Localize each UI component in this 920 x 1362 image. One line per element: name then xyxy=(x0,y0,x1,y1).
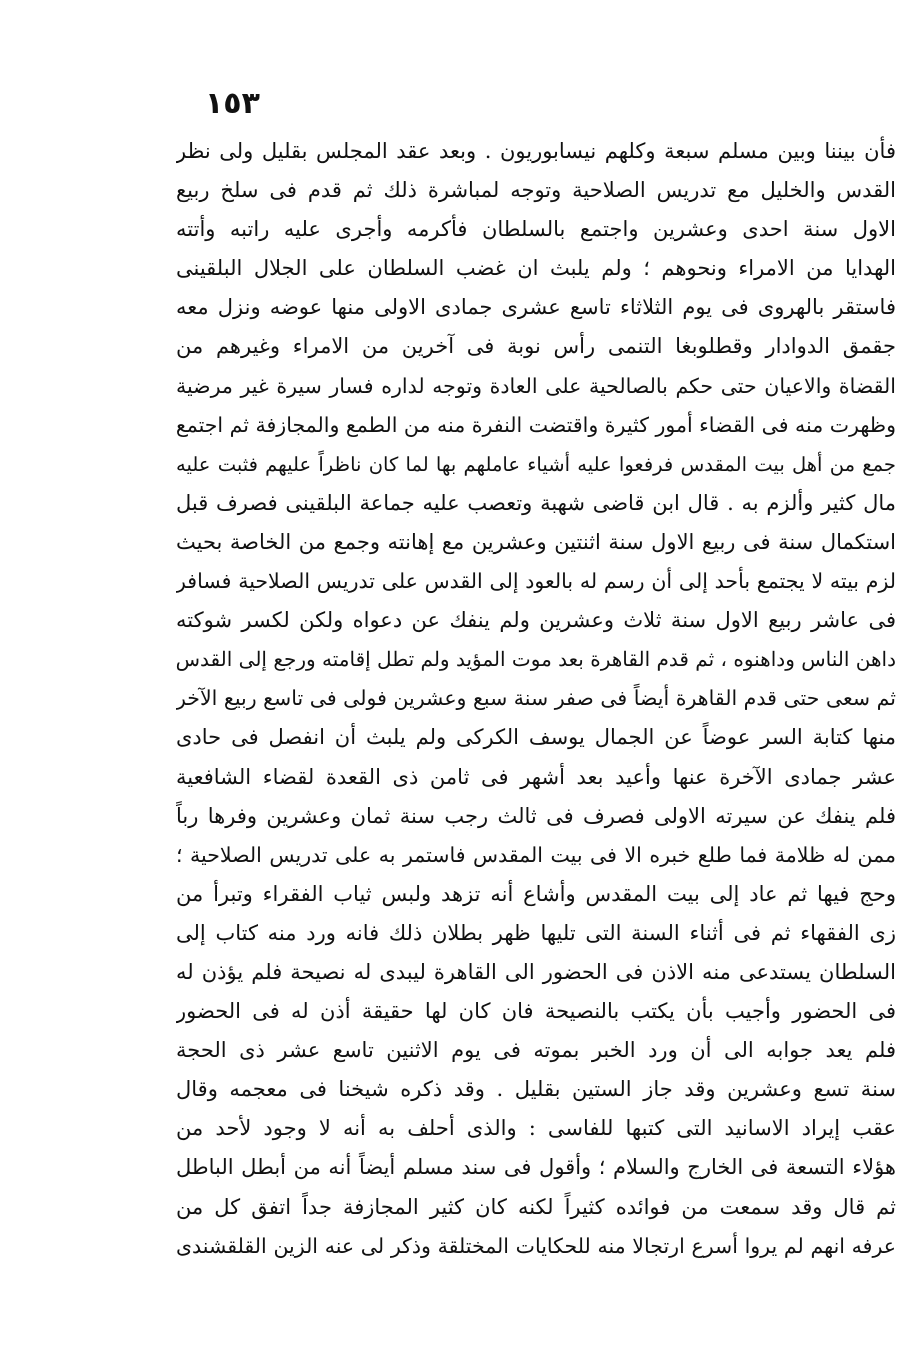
text-line: زى الفقهاء ثم فى أثناء السنة التى تليها ظهر بطلان ذلك فانه ورد منه كتاب إلى xyxy=(176,920,896,945)
text-line: ثم سعى حتى قدم القاهرة أيضاً فى صفر سنة سبع وعشرين فولى فى تاسع ربيع الآخر xyxy=(176,686,896,711)
text-line: ممن له ظلامة فما طلع خبره الا فى بيت المقدس فاستمر به على تدريس الصلاحية ؛ xyxy=(176,842,896,867)
text-line: وحج فيها ثم عاد إلى بيت المقدس وأشاع أنه تزهد ولبس ثياب الفقراء وتبرأ من xyxy=(176,881,896,906)
text-line: عرفه انهم لم يروا أسرع ارتجالا منه للحكايات المختلقة وذكر لى عنه الزين القلقشندى xyxy=(176,1233,896,1258)
text-line: فى عاشر ربيع الاول سنة ثلاث وعشرين ولم ينفك عن دعواه ولكن لكسر شوكته xyxy=(176,608,896,633)
text-line: جمع من أهل بيت المقدس فرفعوا عليه أشياء عاملهم بها لما كان ناظراً عليهم فثبت عليه xyxy=(176,452,896,476)
text-line: فاستقر بالهروى فى يوم الثلاثاء تاسع عشرى جمادى الاولى منها عوضه ونزل معه xyxy=(176,295,896,320)
text-line: القدس والخليل مع تدريس الصلاحية وتوجه لمباشرة ذلك ثم قدم فى سلخ ربيع xyxy=(176,178,896,203)
text-line: فى الحضور وأجيب بأن يكتب بالنصيحة فان كان لها حقيقة أذن له فى الحضور xyxy=(176,999,896,1024)
text-line: عشر جمادى الآخرة عنها وأعيد بعد أشهر فى ثامن ذى القعدة لقضاء الشافعية xyxy=(176,764,896,789)
text-line: الاول سنة احدى وعشرين واجتمع بالسلطان فأكرمه وأجرى عليه راتبه وأتته xyxy=(176,217,896,242)
text-line: جقمق الدوادار وقطلوبغا التنمى رأس نوبة فى آخرين من الامراء وغيرهم من xyxy=(176,334,896,359)
text-line: القضاة والاعيان حتى حكم بالصالحية على العادة وتوجه لداره فسار سيرة غير مرضية xyxy=(176,373,896,398)
text-line: هؤلاء التسعة فى الخارج والسلام ؛ وأقول فى سند مسلم أيضاً أنه من أبطل الباطل xyxy=(176,1155,896,1180)
text-line: وظهرت منه فى القضاء أمور كثيرة واقتضت النفرة منه من الطمع والمجازفة ثم اجتمع xyxy=(176,412,896,437)
text-line: فلم يعد جوابه الى أن ورد الخبر بموته فى يوم الاثنين تاسع عشر ذى الحجة xyxy=(176,1038,896,1063)
text-line: السلطان يستدعى منه الاذن فى الحضور الى القاهرة ليبدى له نصيحة فلم يؤذن له xyxy=(176,959,896,984)
text-line: ثم قال وقد سمعت من فوائده كثيراً لكنه كان كثير المجازفة جداً اتفق كل من xyxy=(176,1194,896,1219)
text-line: عقب إيراد الاسانيد التى كتبها للفاسى : والذى أحلف به أنه لا وجود لأحد من xyxy=(176,1116,896,1141)
text-line: الهدايا من الامراء ونحوهم ؛ ولم يلبث ان غضب السلطان على الجلال البلقينى xyxy=(176,256,896,281)
text-line: منها كتابة السر عوضاً عن الجمال يوسف الكركى ولم يلبث أن انفصل فى حادى xyxy=(176,725,896,750)
text-line: فأن بيننا وبين مسلم سبعة وكلهم نيسابوريون . وبعد عقد المجلس بقليل ولى نظر xyxy=(176,139,896,163)
page-number: ١٥٣ xyxy=(205,86,260,121)
text-line: سنة تسع وعشرين وقد جاز الستين بقليل . وقد ذكره شيخنا فى معجمه وقال xyxy=(176,1077,896,1102)
text-line: فلم ينفك عن سيرته الاولى فصرف فى ثالث رجب سنة ثمان وعشرين وفرها رباً xyxy=(176,803,896,828)
text-line: لزم بيته لا يجتمع بأحد إلى أن رسم له بالعود إلى القدس على تدريس الصلاحية فسافر xyxy=(176,569,896,594)
text-line: مال كثير وألزم به . قال ابن قاضى شهبة وتعصب عليه جماعة البلقينى فصرف قبل xyxy=(176,490,896,515)
body-text xyxy=(176,132,896,1266)
text-line: استكمال سنة فى ربيع الاول سنة اثنتين وعشرين مع إهانته وجمع من الخاصة بحيث xyxy=(176,529,896,554)
text-line: داهن الناس وداهنوه ، ثم قدم القاهرة بعد موت المؤيد ولم تطل إقامته ورجع إلى القدس xyxy=(176,647,896,672)
